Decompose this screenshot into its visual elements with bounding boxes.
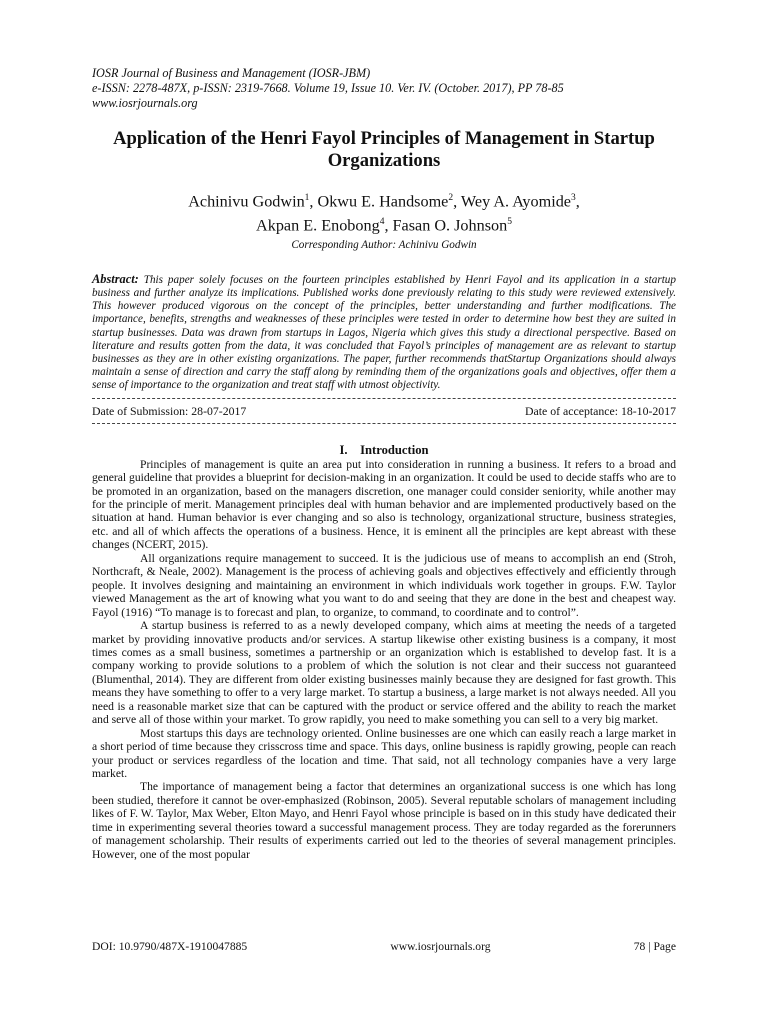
author-affiliation-sup: 2 bbox=[448, 193, 454, 203]
paragraph: Most startups this days are technology oriented. Online businesses are one which can easily reach a large market in a short period of time because they crisscross time and space. This days, online business is rapidly growing, people can reach your product or services regardless of the location and time. That said, not all technology companies have a very large market. bbox=[92, 726, 676, 781]
author-name: Wey A. Ayomide bbox=[460, 192, 571, 211]
corresponding-author: Corresponding Author: Achinivu Godwin bbox=[291, 238, 477, 251]
dates-row bbox=[92, 404, 676, 418]
journal-issn: e-ISSN: 2278-487X, p-ISSN: 2319-7668. Volume 19, Issue 10. Ver. IV. (October. 2017), PP 78-85 bbox=[92, 81, 564, 95]
abstract-text: This paper solely focuses on the fourteen principles established by Henri Fayol and its application in a startup business and further analyze its implications. Published works done previously relating to this study were reviewed extensively. This however produced vigorous on the concept of the principles, better understanding and further modifications. The importance, benefits, strengths and weaknesses of these principles were tested in order to determine how best they are suited in startup businesses. Data was drawn from startups in Lagos, Nigeria which gives this study a directional perspective. Based on literature and results gotten from the data, it was concluded that Fayol’s principles of management are as relevant to startup businesses as they are in other existing organizations. The paper, further recommends thatStartup Organizations should always maintain a sense of direction and carry the staff along by reminding them of the organizations goals and objectives, offer them a sense of importance to the organization and treat staff with utmost objectivity. bbox=[92, 273, 676, 392]
footer-doi: DOI: 10.9790/487X-1910047885 bbox=[92, 940, 248, 953]
paragraph: All organizations require management to succeed. It is the judicious use of means to accomplish an end (Stroh, Northcraft, & Neale, 2002). Management is the process of achieving goals and objectives effectively and efficiently through people. It involves designing and maintaining an environment in which individuals work together in groups. F.W. Taylor viewed Management as the art of knowing what you want to do and seeing that they are done in the best and cheapest way. Fayol (1916) “To manage is to forecast and plan, to organize, to command, to coordinate and to control”. bbox=[92, 551, 676, 619]
dashed-divider bbox=[92, 398, 676, 399]
author-name: Fasan O. Johnson bbox=[392, 216, 508, 235]
author-name: Akpan E. Enobong bbox=[256, 216, 380, 235]
journal-website: www.iosrjournals.org bbox=[92, 96, 198, 110]
journal-header bbox=[92, 66, 676, 111]
footer-page-number: 78 | Page bbox=[633, 940, 676, 953]
abstract bbox=[92, 273, 676, 393]
author-affiliation-sup: 3 bbox=[570, 193, 576, 203]
page-footer bbox=[92, 940, 676, 954]
acceptance-date: Date of acceptance: 18-10-2017 bbox=[525, 403, 676, 418]
paragraph: A startup business is referred to as a newly developed company, which aims at meeting the needs of a targeted market by providing innovative products and/or services. A startup likewise other existing business is a company, it most times comes as a small business, sometimes a partnership or an organization which is established to develop fast. It is a company working to provide solutions to a problem of which the solution is not clear and their success not guaranteed (Blumenthal, 2014). They are different from older existing businesses mainly because they are designed for fast growth. This means they have something to offer to a very large market. To startup a business, a large market is not always needed. All you need is a reasonable market size that can be captured with the product or service offered and the ability to reach the market and serve all of those within your market. To grow rapidly, you need to make something you can sell to a very big market. bbox=[92, 619, 676, 727]
journal-name: IOSR Journal of Business and Management (IOSR-JBM) bbox=[92, 66, 371, 80]
author-name: Okwu E. Handsome bbox=[317, 192, 449, 211]
author-affiliation-sup: 5 bbox=[507, 217, 512, 228]
paper-title: Application of the Henri Fayol Principles of Management in Startup Organizations bbox=[113, 128, 655, 171]
submission-date: Date of Submission: 28-07-2017 bbox=[92, 403, 247, 418]
paper-page bbox=[92, 66, 676, 861]
body-text bbox=[92, 458, 676, 862]
author-name: Achinivu Godwin bbox=[188, 192, 305, 211]
author-affiliation-sup: 4 bbox=[379, 217, 385, 228]
footer-website: www.iosrjournals.org bbox=[390, 940, 491, 953]
paragraph: The importance of management being a factor that determines an organizational success is one which has long been studied, therefore it cannot be over-emphasized (Robinson, 2005). Several reputable scholars of management including likes of F. W. Taylor, Max Weber, Elton Mayo, and Henri Fayol whose principle is based on in this study have dedicated their time in experimenting several theories toward a successful management process. They are today regarded as the forerunners of management scholarship. Their results of experiments carried out led to the theories of several management principles. However, one of the most popular bbox=[92, 780, 676, 861]
dashed-divider bbox=[92, 423, 676, 424]
author-list: Achinivu Godwin$^1$, Okwu E. Handsome$^2$, Wey A. Ayomide$^3$, Akpan E. Enobong$^4$, Fasan O. Johnson$^5$ bbox=[188, 192, 580, 235]
paragraph: Principles of management is quite an area put into consideration in running a business. It refers to a broad and general guideline that provides a blueprint for decision-making in an organization. It could be used to decide staffs who are to be promoted in an organization, based on the managers discretion, one manager could consider seniority, while another may for the principle of merit. Management principles deal with human behavior and are implemented productively based on the situation at hand. Human behavior is ever changing and so also is technology, organizational structure, business strategies, etc. and all of which affects the operations of a business. Hence, it is eminent all the principles are kept abreast with these changes (NCERT, 2015). bbox=[92, 457, 676, 552]
abstract-label: Abstract: bbox=[92, 271, 139, 286]
author-affiliation-sup: 1 bbox=[304, 193, 310, 203]
section-heading: I. Introduction bbox=[339, 442, 429, 457]
